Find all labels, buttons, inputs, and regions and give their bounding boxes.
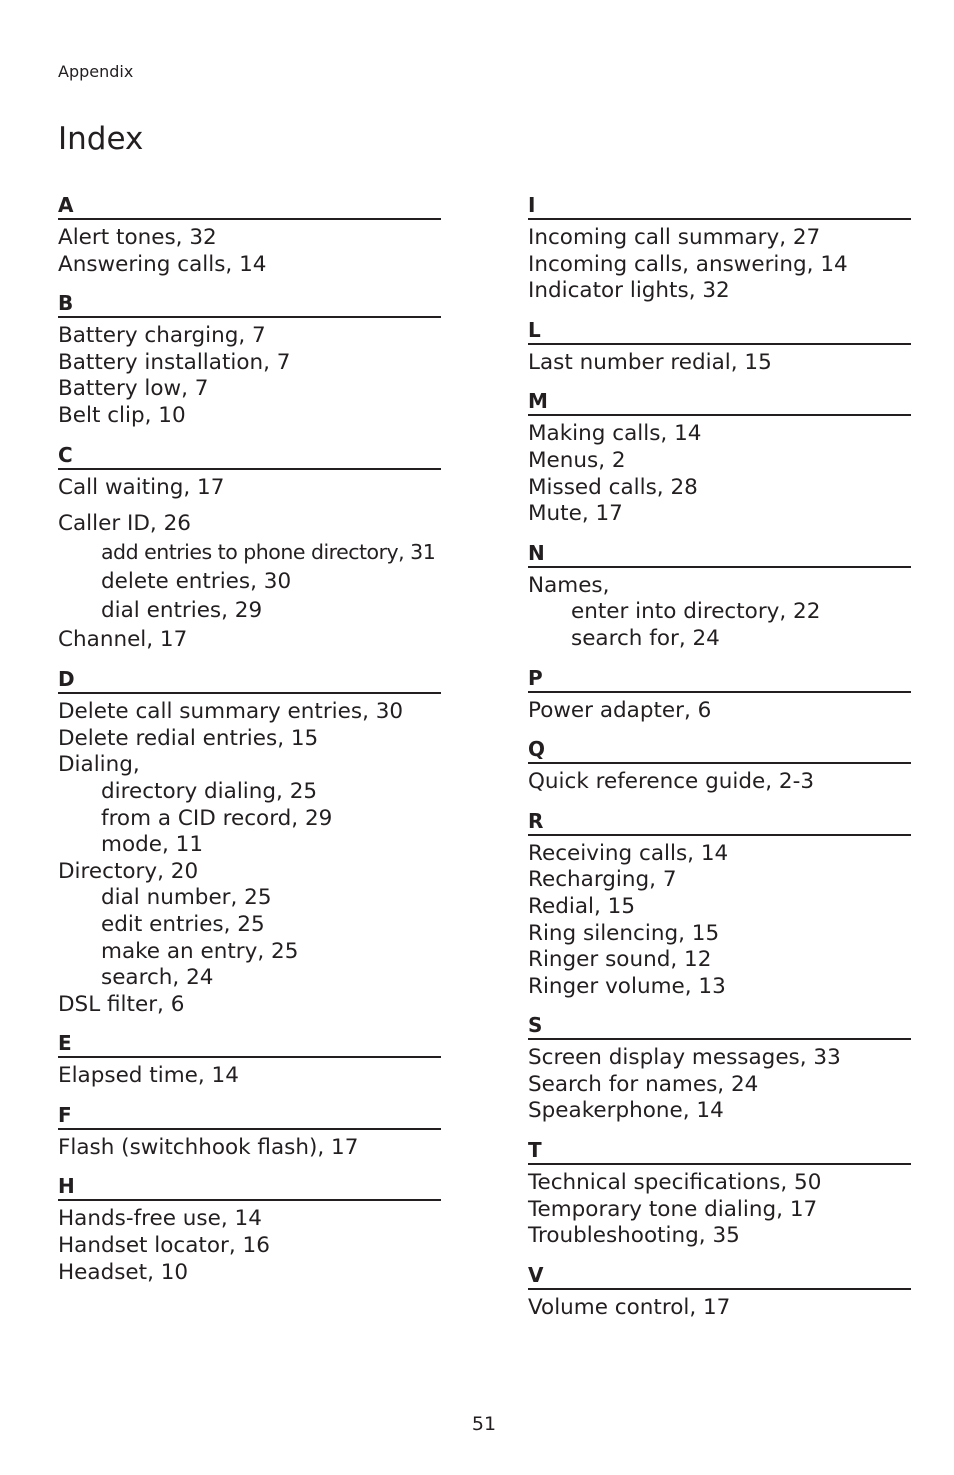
index-letter: N [528, 541, 911, 568]
index-entry: Recharging, 7 [528, 867, 677, 893]
index-entry: Elapsed time, 14 [58, 1063, 239, 1089]
index-entry: Delete redial entries, 15 [58, 725, 319, 751]
index-entry: Names, [528, 572, 610, 598]
index-subentry: delete entries, 30 [101, 569, 292, 595]
index-letter: P [528, 666, 911, 693]
index-entry: Ring silencing, 15 [528, 920, 720, 946]
index-group-v [528, 1263, 911, 1322]
index-letter: V [528, 1263, 911, 1290]
index-entry: Battery installation, 7 [58, 349, 291, 375]
index-entry: Call waiting, 17 [58, 474, 225, 500]
index-entry: Battery charging, 7 [58, 323, 266, 349]
index-group-n [528, 541, 911, 653]
index-entry: Battery low, 7 [58, 376, 209, 402]
index-entry: Making calls, 14 [528, 421, 702, 447]
index-entry: Answering calls, 14 [58, 251, 267, 277]
index-letter: H [58, 1174, 441, 1201]
index-group-t [528, 1138, 911, 1250]
index-entry: Belt clip, 10 [58, 402, 186, 428]
section-label: Appendix [58, 62, 134, 81]
index-column-left [58, 193, 441, 1299]
index-letter: T [528, 1138, 911, 1165]
index-group-l [528, 318, 911, 377]
index-letter: R [528, 809, 911, 836]
index-subentry: edit entries, 25 [101, 911, 265, 937]
index-subentry: add entries to phone directory, 31 [101, 540, 436, 565]
index-entry: Mute, 17 [528, 501, 623, 527]
index-letter: B [58, 291, 441, 318]
index-letter: A [58, 193, 441, 220]
index-entry: Ringer sound, 12 [528, 947, 712, 973]
index-group-d [58, 667, 441, 1018]
index-entry: Hands-free use, 14 [58, 1206, 262, 1232]
index-column-right [528, 193, 911, 1334]
index-subentry: directory dialing, 25 [101, 778, 318, 804]
index-entry: Delete call summary entries, 30 [58, 699, 404, 725]
index-letter: I [528, 193, 911, 220]
index-subentry: enter into directory, 22 [571, 599, 821, 625]
index-group-m [528, 389, 911, 527]
index-group-f [58, 1103, 441, 1162]
index-entry: Directory, 20 [58, 858, 199, 884]
index-entry: Menus, 2 [528, 447, 626, 473]
index-entry: Temporary tone dialing, 17 [528, 1196, 818, 1222]
index-entry: Ringer volume, 13 [528, 973, 726, 999]
index-entry: Alert tones, 32 [58, 225, 217, 250]
index-letter: C [58, 443, 441, 470]
index-group-c [58, 443, 441, 655]
index-entry: Caller ID, 26 [58, 511, 191, 537]
index-group-a [58, 193, 441, 278]
index-group-s [528, 1013, 911, 1125]
index-entry: Troubleshooting, 35 [528, 1223, 740, 1249]
index-entry: Volume control, 17 [528, 1294, 731, 1320]
index-group-h [58, 1174, 441, 1286]
index-subentry: dial number, 25 [101, 885, 272, 911]
index-entry: Headset, 10 [58, 1259, 189, 1285]
page-title: Index [58, 121, 144, 157]
index-entry: Technical specifications, 50 [528, 1170, 822, 1196]
index-entry: Handset locator, 16 [58, 1233, 270, 1259]
index-letter: D [58, 667, 441, 694]
index-entry: DSL filter, 6 [58, 991, 185, 1017]
index-group-p [528, 666, 911, 725]
index-subentry: from a CID record, 29 [101, 805, 333, 831]
index-group-q [528, 737, 911, 796]
index-group-r [528, 809, 911, 1001]
index-entry: Flash (switchhook flash), 17 [58, 1134, 359, 1160]
index-entry: Last number redial, 15 [528, 349, 772, 375]
index-entry: Screen display messages, 33 [528, 1045, 841, 1071]
index-letter: S [528, 1013, 911, 1040]
index-entry: Incoming calls, answering, 14 [528, 251, 848, 277]
index-subentry: make an entry, 25 [101, 938, 299, 964]
index-entry: Dialing, [58, 752, 140, 778]
index-letter: F [58, 1103, 441, 1130]
page-number: 51 [471, 1413, 497, 1435]
index-letter: L [528, 318, 911, 345]
index-entry: Speakerphone, 14 [528, 1098, 724, 1124]
index-entry: Indicator lights, 32 [528, 278, 730, 304]
index-group-e [58, 1031, 441, 1090]
index-entry: Channel, 17 [58, 627, 188, 653]
index-entry: Search for names, 24 [528, 1071, 759, 1097]
index-group-b [58, 291, 441, 429]
index-entry: Incoming call summary, 27 [528, 225, 821, 250]
index-entry: Receiving calls, 14 [528, 840, 729, 866]
index-subentry: search, 24 [101, 965, 214, 991]
index-subentry: mode, 11 [101, 832, 203, 858]
index-letter: M [528, 389, 911, 416]
index-subentry: dial entries, 29 [101, 598, 263, 624]
index-group-i [528, 193, 911, 305]
index-subentry: search for, 24 [571, 625, 720, 651]
index-entry: Redial, 15 [528, 893, 635, 919]
index-entry: Missed calls, 28 [528, 474, 698, 500]
index-entry: Power adapter, 6 [528, 697, 712, 723]
index-letter: E [58, 1031, 441, 1058]
index-letter: Q [528, 737, 911, 764]
index-entry: Quick reference guide, 2-3 [528, 769, 815, 795]
